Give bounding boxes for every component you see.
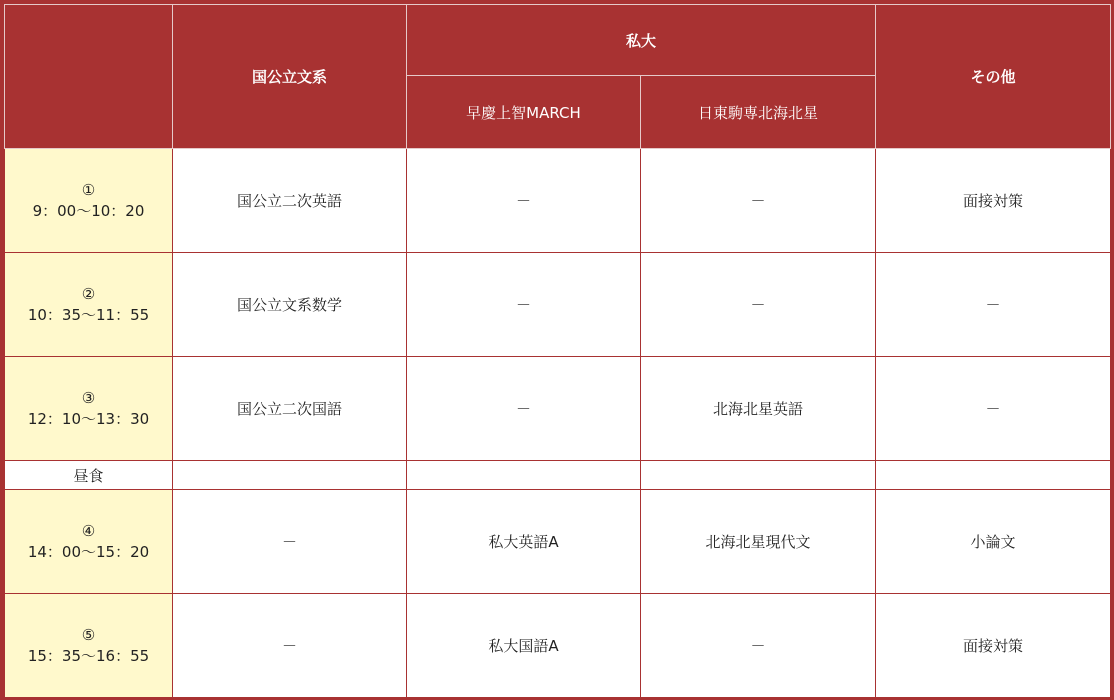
schedule-table <box>4 4 1111 698</box>
header-waseda: 早慶上智MARCH <box>407 76 641 149</box>
kokko-cell: 国公立二次国語 <box>173 357 407 461</box>
time-cell <box>5 253 173 357</box>
waseda-cell: 私大英語A <box>407 490 641 594</box>
header-shidai: 私大 <box>407 5 876 76</box>
other-cell: － <box>876 253 1111 357</box>
time-cell <box>5 594 173 698</box>
lunch-empty-cell <box>407 461 641 490</box>
time-cell <box>5 149 173 253</box>
table-row <box>5 490 1111 594</box>
lunch-row <box>5 461 1111 490</box>
time-cell <box>5 490 173 594</box>
period-number: ④ <box>81 521 96 540</box>
other-cell: 小論文 <box>876 490 1111 594</box>
kokko-cell: 国公立二次英語 <box>173 149 407 253</box>
nitto-cell: 北海北星英語 <box>641 357 876 461</box>
nitto-cell: － <box>641 253 876 357</box>
kokko-cell: 国公立文系数学 <box>173 253 407 357</box>
period-time: 15：35～16：55 <box>27 646 150 665</box>
period-number: ② <box>81 284 96 303</box>
header-row-top <box>5 5 1111 76</box>
other-cell: － <box>876 357 1111 461</box>
header-kokko: 国公立文系 <box>173 5 407 149</box>
lunch-empty-cell <box>641 461 876 490</box>
table-row <box>5 357 1111 461</box>
kokko-cell: － <box>173 594 407 698</box>
time-cell <box>5 357 173 461</box>
table-row <box>5 253 1111 357</box>
period-time: 10：35～11：55 <box>27 305 150 324</box>
nitto-cell: － <box>641 149 876 253</box>
period-number: ③ <box>81 388 96 407</box>
lunch-empty-cell <box>876 461 1111 490</box>
header-corner <box>5 5 173 149</box>
period-time: 9：00～10：20 <box>32 201 145 220</box>
other-cell: 面接対策 <box>876 594 1111 698</box>
lunch-empty-cell <box>173 461 407 490</box>
table-row <box>5 149 1111 253</box>
period-time: 12：10～13：30 <box>27 409 150 428</box>
period-number: ① <box>81 180 96 199</box>
period-number: ⑤ <box>81 625 96 644</box>
header-other: その他 <box>876 5 1111 149</box>
other-cell: 面接対策 <box>876 149 1111 253</box>
nitto-cell: 北海北星現代文 <box>641 490 876 594</box>
waseda-cell: － <box>407 253 641 357</box>
lunch-label: 昼食 <box>5 461 173 490</box>
kokko-cell: － <box>173 490 407 594</box>
table-row <box>5 594 1111 698</box>
waseda-cell: － <box>407 357 641 461</box>
nitto-cell: － <box>641 594 876 698</box>
period-time: 14：00～15：20 <box>27 542 150 561</box>
waseda-cell: 私大国語A <box>407 594 641 698</box>
header-nitto: 日東駒専北海北星 <box>641 76 876 149</box>
waseda-cell: － <box>407 149 641 253</box>
